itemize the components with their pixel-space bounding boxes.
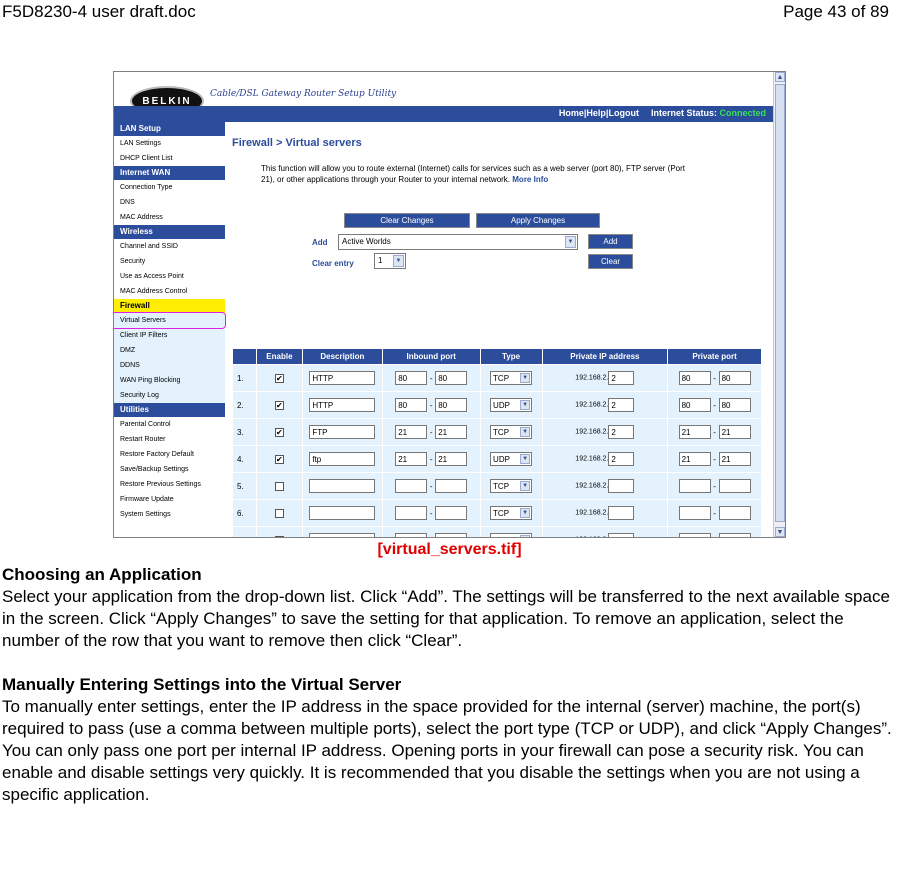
apply-changes-button[interactable]: Apply Changes — [476, 213, 600, 228]
clear-entry-select-value: 1 — [378, 256, 383, 265]
type-cell — [480, 473, 542, 500]
figure-caption: [virtual_servers.tif] — [377, 541, 522, 558]
inbound-port-end-input[interactable]: 21 — [435, 452, 467, 466]
col-inbound-port: Inbound port — [382, 349, 480, 365]
private-port-end-input[interactable] — [719, 479, 751, 493]
section-manual-settings — [2, 674, 897, 806]
enable-cell — [256, 365, 302, 392]
logout-link[interactable]: Logout — [608, 108, 639, 118]
vertical-scrollbar[interactable] — [773, 72, 785, 537]
private-port-end-input[interactable]: 80 — [719, 371, 751, 385]
row-number: 2. — [233, 392, 257, 419]
port-separator: - — [713, 508, 716, 518]
private-ip-input[interactable]: 2 — [608, 371, 634, 385]
port-separator: - — [713, 481, 716, 491]
private-ip-input[interactable] — [608, 533, 634, 538]
table-row — [233, 446, 762, 473]
description-input[interactable] — [309, 533, 375, 538]
private-port-cell — [668, 446, 762, 473]
enable-checkbox[interactable] — [275, 482, 284, 491]
private-ip-cell — [542, 446, 668, 473]
inbound-port-end-input[interactable]: 21 — [435, 425, 467, 439]
section-heading: Choosing an Application — [2, 565, 202, 584]
clear-button[interactable]: Clear — [588, 254, 633, 269]
scroll-down-icon[interactable]: ▼ — [776, 529, 784, 536]
port-separator: - — [429, 427, 433, 437]
sidebar-item-security[interactable]: Security — [120, 258, 146, 265]
chevron-down-icon: ▼ — [520, 481, 530, 491]
private-ip-cell — [542, 365, 668, 392]
chevron-down-icon: ▼ — [520, 373, 530, 383]
scroll-thumb[interactable] — [775, 84, 785, 522]
sidebar-item-mac-control[interactable]: MAC Address Control — [120, 288, 188, 295]
row-number: 5. — [233, 473, 257, 500]
clear-entry-label: Clear entry — [312, 259, 354, 268]
sidebar — [114, 122, 225, 538]
sidebar-item-restart-router[interactable]: Restart Router — [120, 436, 166, 443]
type-cell — [480, 419, 542, 446]
sidebar-item-virtual-servers[interactable]: Virtual Servers — [113, 313, 225, 328]
enable-checkbox[interactable] — [275, 509, 284, 518]
description-cell — [302, 527, 382, 539]
enable-checkbox[interactable]: ✔ — [276, 373, 283, 383]
belkin-logo: BELKIN — [130, 86, 204, 116]
section-heading: Manually Entering Settings into the Virtual Server — [2, 675, 402, 694]
description-cell — [302, 473, 382, 500]
port-type-value: TCP — [493, 509, 510, 518]
description-input[interactable]: FTP — [309, 425, 375, 439]
type-cell — [480, 500, 542, 527]
ip-prefix: 192.168.2. — [575, 482, 609, 490]
description-cell — [302, 392, 382, 419]
private-port-cell — [668, 392, 762, 419]
port-type-value: UDP — [493, 455, 510, 464]
ip-prefix — [575, 537, 608, 539]
private-port-cell — [668, 365, 762, 392]
enable-cell — [256, 446, 302, 473]
add-button[interactable]: Add — [588, 234, 633, 249]
port-type-value — [493, 536, 509, 538]
inbound-port-end-input[interactable]: 80 — [435, 371, 467, 385]
port-separator: - — [429, 373, 433, 383]
private-ip-cell — [542, 419, 668, 446]
table-row — [233, 527, 762, 539]
port-type-select[interactable] — [490, 398, 532, 412]
port-separator: - — [713, 427, 716, 437]
sidebar-item-security-log[interactable]: Security Log — [114, 388, 225, 403]
clear-changes-button[interactable]: Clear Changes — [344, 213, 470, 228]
private-port-start-input[interactable] — [679, 506, 711, 520]
inbound-port-cell — [382, 419, 480, 446]
inbound-port-cell — [382, 500, 480, 527]
col-private-port: Private port — [668, 349, 762, 365]
inbound-port-cell — [382, 365, 480, 392]
row-number — [233, 527, 257, 539]
private-ip-cell — [542, 500, 668, 527]
scroll-up-icon[interactable]: ▲ — [776, 74, 784, 81]
private-ip-input[interactable]: 2 — [608, 452, 634, 466]
row-number: 6. — [233, 500, 257, 527]
port-type-value: UDP — [493, 401, 510, 410]
row-number: 4. — [233, 446, 257, 473]
private-port-end-input[interactable] — [719, 533, 751, 538]
table-row — [233, 392, 762, 419]
sidebar-item-parental-control[interactable]: Parental Control — [120, 421, 171, 428]
description-text: This function will allow you to route external (Internet) calls for services such as a web server (port 80), FTP server (Port 21), or other applications through your Router to your internal network. — [261, 164, 686, 184]
enable-cell — [256, 419, 302, 446]
col-enable: Enable — [256, 349, 302, 365]
router-screenshot — [113, 71, 786, 538]
description-cell — [302, 419, 382, 446]
table-row — [233, 365, 762, 392]
port-type-value: TCP — [493, 374, 510, 383]
port-type-select[interactable] — [490, 479, 532, 493]
app-title: Cable/DSL Gateway Router Setup Utility — [210, 89, 397, 99]
row-number: 1. — [233, 365, 257, 392]
port-type-select[interactable] — [490, 452, 532, 466]
inbound-port-start-input[interactable] — [395, 479, 427, 493]
sidebar-item-client-ip-filters[interactable]: Client IP Filters — [114, 328, 225, 343]
inbound-port-cell — [382, 473, 480, 500]
ip-prefix: 192.168.2. — [575, 509, 609, 517]
port-separator: - — [713, 454, 716, 464]
ip-prefix: 192.168.2. — [575, 374, 609, 382]
col-number — [233, 349, 257, 365]
port-separator — [427, 536, 435, 539]
chevron-down-icon: ▼ — [520, 427, 530, 437]
sidebar-section-wireless: Wireless — [114, 225, 225, 239]
col-type: Type — [480, 349, 542, 365]
chevron-down-icon: ▼ — [520, 400, 530, 410]
private-ip-input[interactable]: 2 — [608, 425, 634, 439]
port-type-value: TCP — [493, 428, 510, 437]
sidebar-item-access-point[interactable]: Use as Access Point — [120, 273, 184, 280]
private-port-start-input[interactable] — [679, 479, 711, 493]
private-port-cell — [668, 500, 762, 527]
row-number: 3. — [233, 419, 257, 446]
port-separator: - — [713, 373, 716, 383]
type-cell — [480, 446, 542, 473]
inbound-port-start-input[interactable] — [395, 506, 427, 520]
sidebar-item-dmz[interactable]: DMZ — [114, 343, 225, 358]
page-title: Firewall > Virtual servers — [232, 137, 362, 149]
chevron-down-icon: ▼ — [520, 454, 530, 464]
col-private-ip: Private IP address — [542, 349, 668, 365]
internet-status-label: Internet Status: — [650, 108, 717, 118]
sidebar-section-utilities: Utilities — [114, 403, 225, 417]
sidebar-section-lan: LAN Setup — [114, 122, 225, 136]
body-text — [2, 564, 897, 828]
chevron-down-icon: ▼ — [520, 508, 530, 518]
sidebar-item-connection-type[interactable]: Connection Type — [120, 184, 173, 191]
section-paragraph: Select your application from the drop-down list. Click “Add”. The settings will be transferred to the next available space in the screen. Click “Apply Changes” to save the setting for that application. To remove an application, select the number of the row that you want to remove then click “Clear”. — [2, 587, 890, 650]
port-type-select[interactable] — [490, 533, 532, 538]
application-select-value: Active Worlds — [342, 237, 391, 246]
description-input[interactable]: HTTP — [309, 398, 375, 412]
private-port-start-input[interactable]: 80 — [679, 371, 711, 385]
inbound-port-end-input[interactable] — [435, 479, 467, 493]
sidebar-item-restore-previous[interactable]: Restore Previous Settings — [120, 481, 201, 488]
description-input[interactable]: HTTP — [309, 371, 375, 385]
enable-checkbox[interactable]: ✔ — [276, 427, 283, 437]
top-bar: Home|Help|Logout Internet Status: Connected — [114, 106, 774, 122]
description-cell — [302, 365, 382, 392]
port-separator: - — [429, 508, 433, 518]
sidebar-section-firewall: Firewall — [114, 299, 225, 313]
enable-checkbox[interactable] — [275, 536, 284, 538]
page-number: Page 43 of 89 — [783, 2, 889, 21]
internet-status-value: Connected — [719, 108, 766, 118]
private-port-end-input[interactable]: 80 — [719, 398, 751, 412]
more-info-link[interactable]: More Info — [512, 175, 549, 184]
sidebar-item-factory-default[interactable]: Restore Factory Default — [120, 451, 194, 458]
enable-cell — [256, 527, 302, 539]
private-port-start-input[interactable]: 80 — [679, 398, 711, 412]
port-separator: - — [429, 454, 433, 464]
inbound-port-cell — [382, 527, 480, 539]
help-link[interactable]: Help — [586, 108, 606, 118]
private-port-cell — [668, 473, 762, 500]
private-port-end-input[interactable]: 21 — [719, 425, 751, 439]
sidebar-item-mac-address[interactable]: MAC Address — [120, 214, 163, 221]
private-port-end-input[interactable]: 21 — [719, 452, 751, 466]
port-type-value: TCP — [493, 482, 510, 491]
sidebar-item-firmware-update[interactable]: Firmware Update — [120, 496, 174, 503]
chevron-down-icon: ▼ — [393, 255, 404, 267]
port-type-select[interactable] — [490, 506, 532, 520]
add-label: Add — [312, 238, 328, 247]
inbound-port-start-input[interactable] — [395, 533, 427, 538]
sidebar-item-dns[interactable]: DNS — [120, 199, 135, 206]
banner — [114, 72, 774, 105]
inbound-port-start-input[interactable]: 80 — [395, 371, 427, 385]
enable-cell — [256, 473, 302, 500]
sidebar-item-system-settings[interactable]: System Settings — [120, 511, 171, 518]
clear-entry-select[interactable] — [374, 253, 406, 269]
sidebar-item-ddns[interactable]: DDNS — [114, 358, 225, 373]
private-port-start-input[interactable] — [679, 533, 711, 538]
port-type-select[interactable] — [490, 425, 532, 439]
port-separator: - — [429, 481, 433, 491]
inbound-port-cell — [382, 446, 480, 473]
description-cell — [302, 446, 382, 473]
inbound-port-start-input[interactable]: 21 — [395, 452, 427, 466]
inbound-port-end-input[interactable] — [435, 506, 467, 520]
private-ip-input[interactable] — [608, 479, 634, 493]
private-port-end-input[interactable] — [719, 506, 751, 520]
enable-checkbox[interactable]: ✔ — [276, 400, 283, 410]
type-cell — [480, 527, 542, 539]
description-input[interactable]: ftp — [309, 452, 375, 466]
inbound-port-end-input[interactable] — [435, 533, 467, 538]
inbound-port-start-input[interactable]: 80 — [395, 398, 427, 412]
port-separator: - — [429, 400, 433, 410]
private-ip-input[interactable]: 2 — [608, 398, 634, 412]
sidebar-item-dhcp-client-list[interactable]: DHCP Client List — [120, 155, 173, 162]
type-cell — [480, 365, 542, 392]
private-port-start-input[interactable]: 21 — [679, 452, 711, 466]
table-row — [233, 473, 762, 500]
virtual-servers-table — [232, 348, 762, 538]
page-description — [261, 163, 691, 185]
section-paragraph: To manually enter settings, enter the IP address in the space provided for the internal (server) machine, the port(s) required to pass (use a comma between multiple ports), select the port type (TCP or UDP), and click “Apply Changes”. You can only pass one port per internal IP address. Opening ports in your firewall can pose a security risk. You can enable and disable settings very quickly. It is recommended that you disable the settings when you are not using a specific application. — [2, 697, 892, 804]
description-input[interactable] — [309, 506, 375, 520]
port-separator — [711, 536, 719, 539]
private-ip-cell — [542, 392, 668, 419]
sidebar-item-save-backup[interactable]: Save/Backup Settings — [120, 466, 189, 473]
inbound-port-end-input[interactable]: 80 — [435, 398, 467, 412]
enable-cell — [256, 500, 302, 527]
chevron-down-icon — [520, 535, 530, 538]
private-ip-input[interactable] — [608, 506, 634, 520]
home-link[interactable]: Home — [558, 108, 584, 118]
port-type-select[interactable] — [490, 371, 532, 385]
application-select[interactable] — [338, 234, 578, 250]
inbound-port-cell — [382, 392, 480, 419]
sidebar-item-lan-settings[interactable]: LAN Settings — [120, 140, 161, 147]
private-ip-cell — [542, 527, 668, 539]
private-port-start-input[interactable]: 21 — [679, 425, 711, 439]
ip-prefix: 192.168.2. — [575, 455, 609, 463]
description-input[interactable] — [309, 479, 375, 493]
col-description: Description — [302, 349, 382, 365]
table-row — [233, 500, 762, 527]
enable-checkbox[interactable]: ✔ — [276, 454, 283, 464]
port-separator: - — [713, 400, 716, 410]
sidebar-section-wan: Internet WAN — [114, 166, 225, 180]
inbound-port-start-input[interactable]: 21 — [395, 425, 427, 439]
ip-prefix: 192.168.2. — [575, 428, 609, 436]
enable-cell — [256, 392, 302, 419]
private-port-cell — [668, 527, 762, 539]
type-cell — [480, 392, 542, 419]
table-row — [233, 419, 762, 446]
sidebar-item-wan-ping[interactable]: WAN Ping Blocking — [114, 373, 225, 388]
doc-filename: F5D8230-4 user draft.doc — [2, 2, 196, 21]
private-ip-cell — [542, 473, 668, 500]
section-choosing-application — [2, 564, 897, 652]
description-cell — [302, 500, 382, 527]
private-port-cell — [668, 419, 762, 446]
sidebar-item-channel-ssid[interactable]: Channel and SSID — [120, 243, 178, 250]
ip-prefix: 192.168.2. — [575, 401, 609, 409]
chevron-down-icon: ▼ — [565, 236, 576, 248]
